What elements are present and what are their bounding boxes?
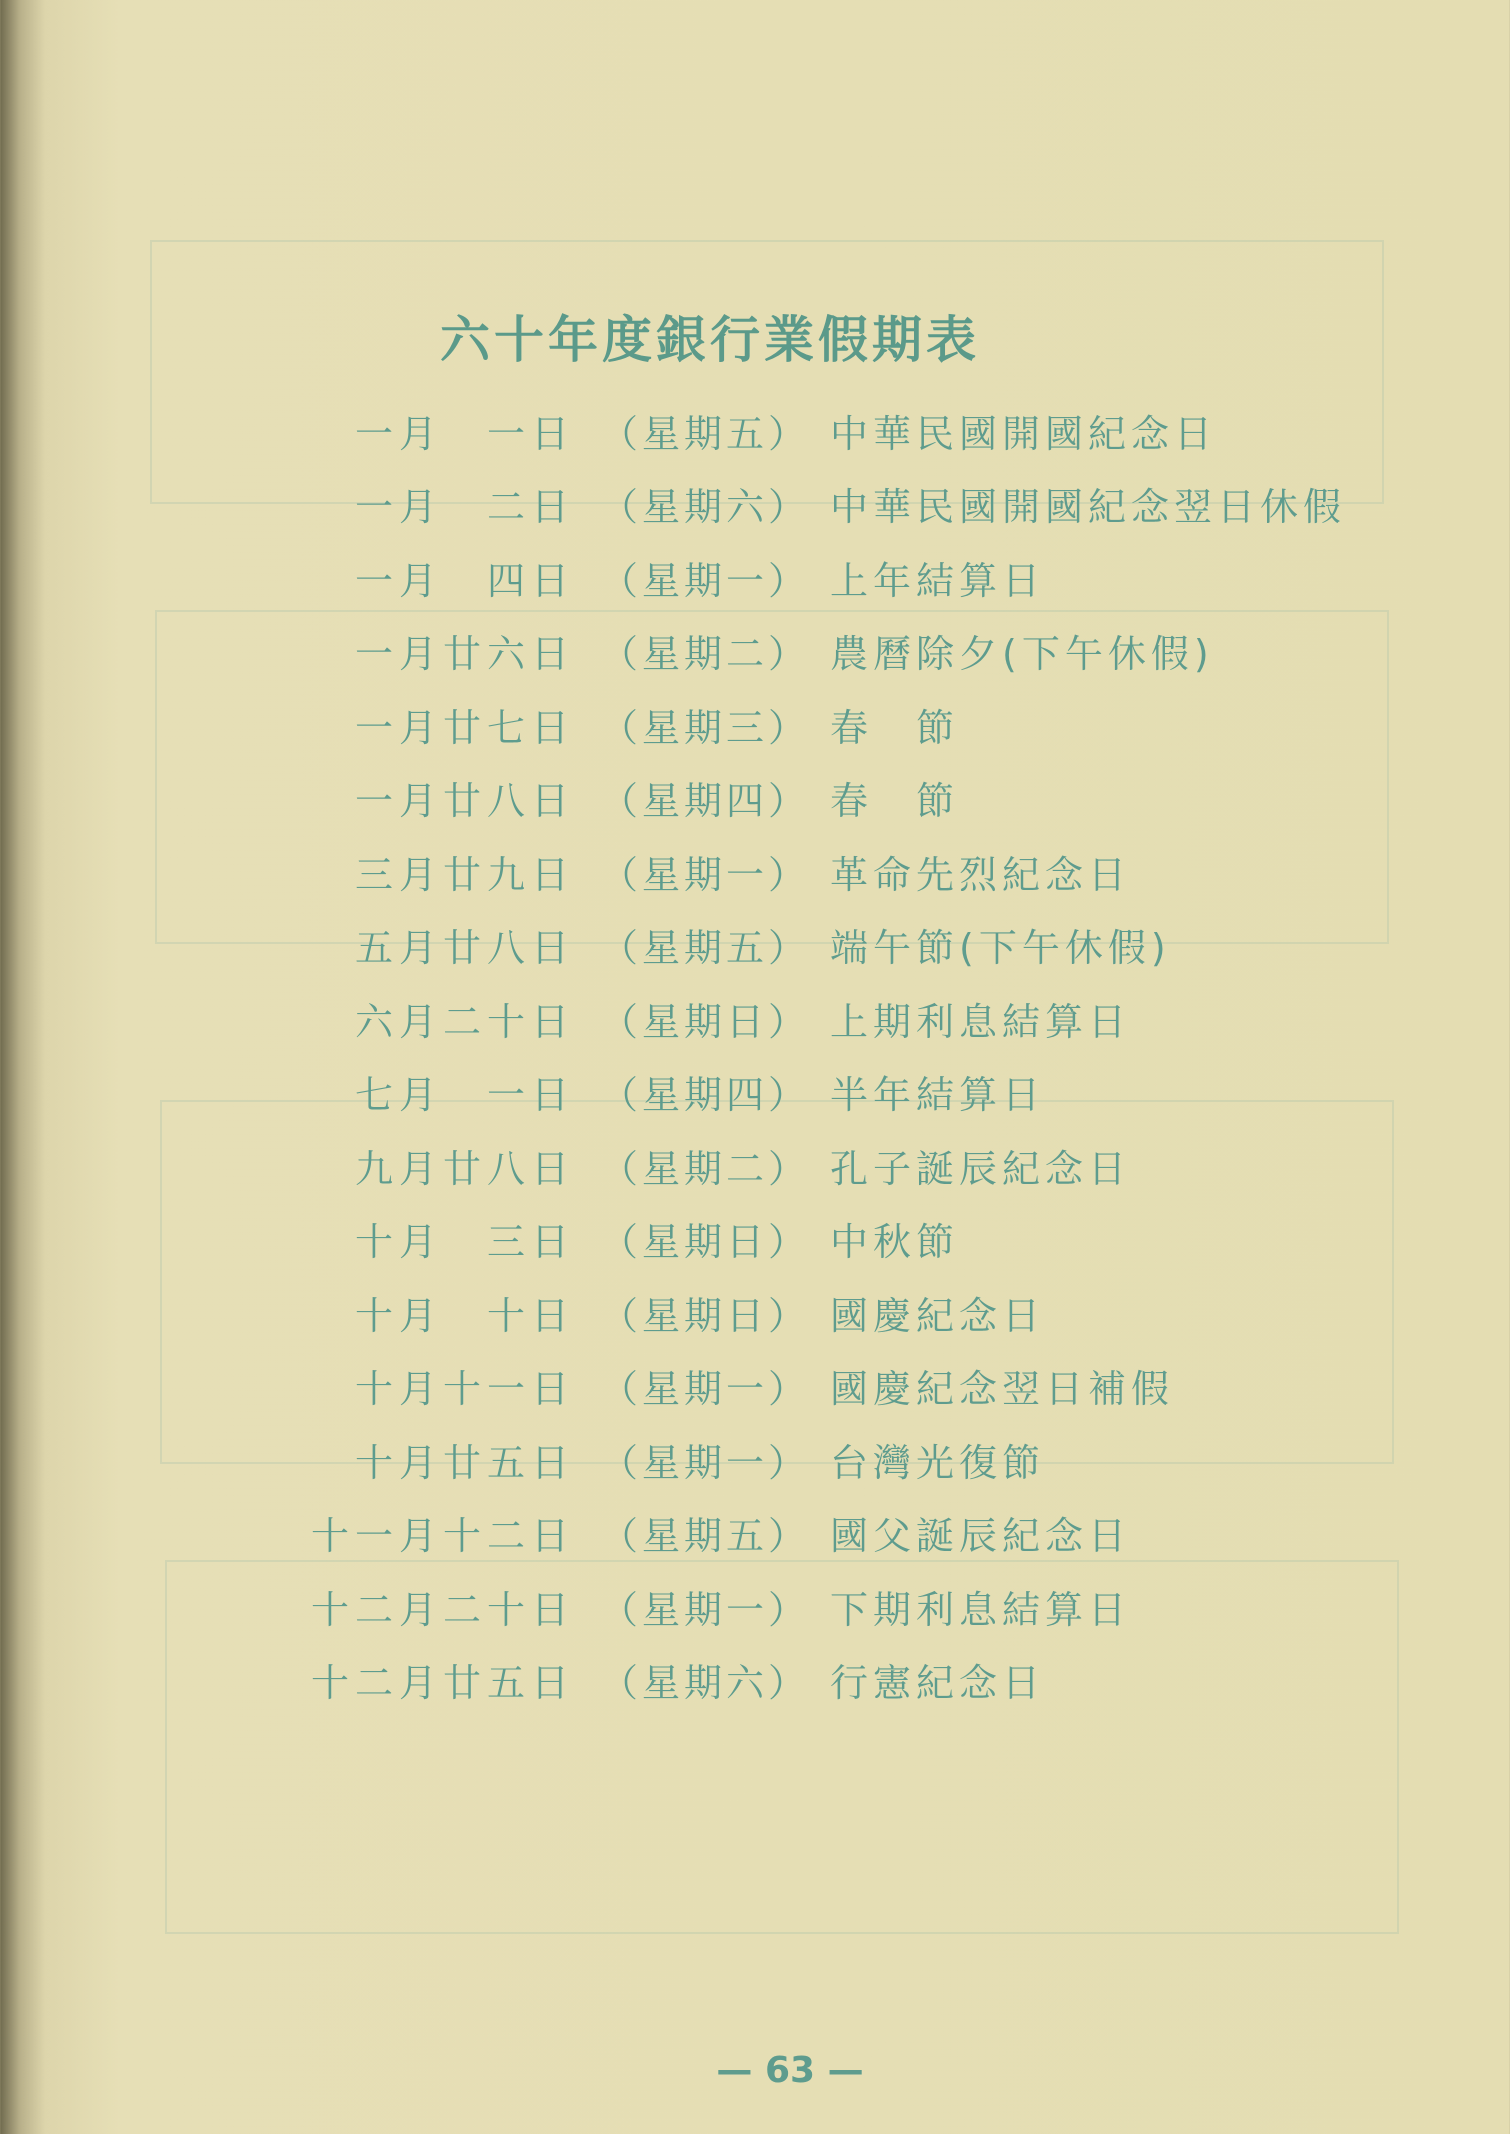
page-number: — 63 — — [716, 2050, 864, 2091]
holiday-weekday: （星期一） — [600, 1440, 811, 1485]
holiday-weekday: （星期一） — [600, 1587, 811, 1632]
holiday-weekday: （星期日） — [600, 1220, 811, 1264]
holiday-weekday: （星期日） — [600, 999, 811, 1044]
holiday-weekday: （星期二） — [600, 632, 811, 676]
holiday-weekday: （星期五） — [600, 411, 811, 456]
holiday-row — [0, 694, 959, 754]
holiday-weekday: （星期一） — [600, 852, 811, 897]
holiday-date: 三月廿九日 — [354, 852, 575, 897]
holiday-event: 革命先烈紀念日 — [830, 852, 1132, 897]
holiday-date: 一月廿八日 — [354, 779, 575, 823]
holiday-date: 十月 三日 — [354, 1220, 575, 1264]
holiday-date: 一月廿六日 — [354, 632, 575, 676]
holiday-event: 半年結算日 — [830, 1073, 1046, 1117]
holiday-date: 十月廿五日 — [354, 1440, 575, 1485]
holiday-weekday: （星期六） — [600, 485, 811, 529]
page-title: 六十年度銀行業假期表 — [440, 311, 980, 369]
holiday-date: 十二月廿五日 — [310, 1661, 575, 1705]
holiday-event: 農曆除夕(下午休假) — [830, 632, 1214, 676]
holiday-date: 六月二十日 — [354, 999, 575, 1044]
holiday-date: 一月廿七日 — [354, 705, 575, 750]
holiday-row — [0, 621, 1214, 681]
holiday-event: 春 節 — [830, 779, 960, 823]
holiday-row — [0, 915, 1171, 975]
holiday-row — [0, 1356, 1174, 1416]
holiday-date: 五月廿八日 — [354, 926, 575, 970]
holiday-date: 十月 十日 — [354, 1293, 575, 1338]
holiday-row — [0, 400, 1217, 460]
holiday-event: 端午節(下午休假) — [830, 926, 1171, 970]
holiday-row — [0, 1135, 1131, 1195]
holiday-event: 中秋節 — [830, 1220, 960, 1264]
holiday-date: 一月 四日 — [354, 558, 575, 603]
holiday-weekday: （星期三） — [600, 705, 811, 750]
holiday-date: 十二月二十日 — [310, 1587, 575, 1632]
holiday-weekday: （星期五） — [600, 926, 811, 970]
holiday-row — [0, 1282, 1045, 1342]
holiday-event: 上年結算日 — [830, 558, 1046, 603]
holiday-event: 春 節 — [830, 705, 960, 750]
holiday-weekday: （星期四） — [600, 1073, 811, 1117]
holiday-row — [0, 547, 1045, 607]
holiday-row — [0, 1209, 959, 1269]
holiday-event: 台灣光復節 — [830, 1440, 1046, 1485]
holiday-date: 十月十一日 — [354, 1367, 575, 1411]
holiday-event: 行憲紀念日 — [830, 1661, 1046, 1705]
holiday-row — [0, 474, 1346, 534]
holiday-weekday: （星期六） — [600, 1661, 811, 1705]
bleed-through-table — [150, 240, 1384, 504]
holiday-weekday: （星期二） — [600, 1146, 811, 1191]
holiday-event: 中華民國開國紀念翌日休假 — [830, 485, 1347, 529]
holiday-weekday: （星期日） — [600, 1293, 811, 1338]
holiday-date: 七月 一日 — [354, 1073, 575, 1117]
holiday-date: 九月廿八日 — [354, 1146, 575, 1191]
holiday-row — [0, 1650, 1045, 1710]
holiday-event: 中華民國開國紀念日 — [830, 411, 1218, 456]
holiday-weekday: （星期五） — [600, 1514, 811, 1558]
holiday-row — [0, 841, 1131, 901]
holiday-row — [0, 988, 1131, 1048]
holiday-date: 一月 一日 — [354, 411, 575, 456]
holiday-row — [0, 1503, 1131, 1563]
holiday-row — [0, 768, 959, 828]
holiday-weekday: （星期一） — [600, 1367, 811, 1411]
holiday-event: 國慶紀念翌日補假 — [830, 1367, 1175, 1411]
holiday-event: 上期利息結算日 — [830, 999, 1132, 1044]
holiday-row — [0, 1429, 1045, 1489]
holiday-event: 國父誕辰紀念日 — [830, 1514, 1132, 1558]
holiday-weekday: （星期一） — [600, 558, 811, 603]
holiday-date: 十一月十二日 — [310, 1514, 575, 1558]
holiday-row — [0, 1062, 1045, 1122]
holiday-event: 下期利息結算日 — [830, 1587, 1132, 1632]
holiday-event: 孔子誕辰紀念日 — [830, 1146, 1132, 1191]
holiday-date: 一月 二日 — [354, 485, 575, 529]
holiday-weekday: （星期四） — [600, 779, 811, 823]
holiday-row — [0, 1576, 1131, 1636]
holiday-event: 國慶紀念日 — [830, 1293, 1046, 1338]
